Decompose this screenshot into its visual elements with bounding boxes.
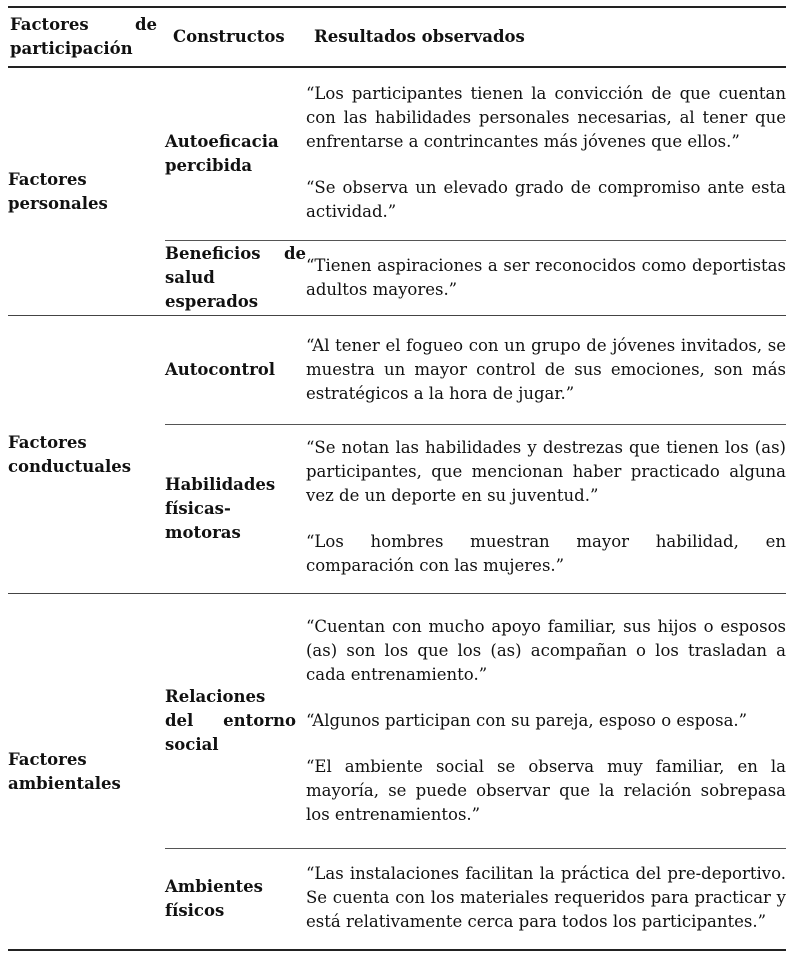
quote: “Se observa un elevado grado de compromiso ante esta actividad.”	[306, 178, 786, 221]
construct-autoeficacia: Autoeficacia percibida	[165, 67, 306, 241]
quote: “Algunos participan con su pareja, esposo o esposa.”	[306, 711, 748, 730]
header-factors	[8, 7, 165, 67]
construct-autocontrol: Autocontrol	[165, 316, 306, 425]
construct-beneficios	[165, 241, 306, 316]
results-ambientes-fisicos	[306, 849, 786, 951]
construct-habilidades: Habilidades físicas-motoras	[165, 425, 306, 594]
table-row	[8, 67, 786, 241]
quote: “El ambiente social se observa muy familiar, en la mayoría, se puede observar que la relación sobrepasa los entrenamientos.”	[306, 757, 786, 824]
factor-personales: Factores personales	[8, 67, 165, 316]
quote: “Las instalaciones facilitan la práctica del pre-deportivo. Se cuenta con los materiales requeridos para practicar y está relativamente cerca para todos los participantes.”	[306, 864, 786, 931]
quote: “Los participantes tienen la convicción de que cuentan con las habilidades personales necesarias, al tener que enfrentarse a contrincantes más jóvenes que ellos.”	[306, 84, 786, 151]
construct-ambientes-fisicos: Ambientes físicos	[165, 849, 306, 951]
results-relaciones	[306, 594, 786, 849]
results-autoeficacia	[306, 67, 786, 241]
quote: “Al tener el fogueo con un grupo de jóvenes invitados, se muestra un mayor control de sus emociones, son más estratégicos a la hora de jugar.”	[306, 336, 786, 403]
factor-conductuales: Factores conductuales	[8, 316, 165, 594]
results-table	[8, 6, 786, 951]
table-row	[8, 594, 786, 849]
quote: “Los hombres muestran mayor habilidad, en comparación con las mujeres.”	[306, 532, 786, 575]
header-factors-line2: participación	[10, 39, 133, 58]
table-row	[8, 316, 786, 425]
quote: “Se notan las habilidades y destrezas que tienen los (as) participantes, que mencionan haber practicado alguna vez de un deporte en su juventud.”	[306, 438, 786, 505]
construct-beneficios-text: Beneficios de salud esperados	[165, 244, 306, 311]
quote: “Tienen aspiraciones a ser reconocidos como deportistas adultos mayores.”	[306, 256, 786, 299]
results-habilidades	[306, 425, 786, 594]
header-constructs: Constructos	[165, 7, 306, 67]
results-beneficios	[306, 241, 786, 316]
header-results: Resultados observados	[306, 7, 786, 67]
results-autocontrol	[306, 316, 786, 425]
quote: “Cuentan con mucho apoyo familiar, sus hijos o esposos (as) son los que los (as) acompañan o los trasladan a cada entrenamiento.”	[306, 617, 786, 684]
header-factors-line1: Factores de	[10, 15, 157, 34]
header-row	[8, 7, 786, 67]
table-body	[8, 67, 786, 950]
construct-relaciones-text: Relaciones del entorno social	[165, 687, 296, 754]
construct-relaciones	[165, 594, 306, 849]
factor-ambientales: Factores ambientales	[8, 594, 165, 951]
table-header	[8, 7, 786, 67]
